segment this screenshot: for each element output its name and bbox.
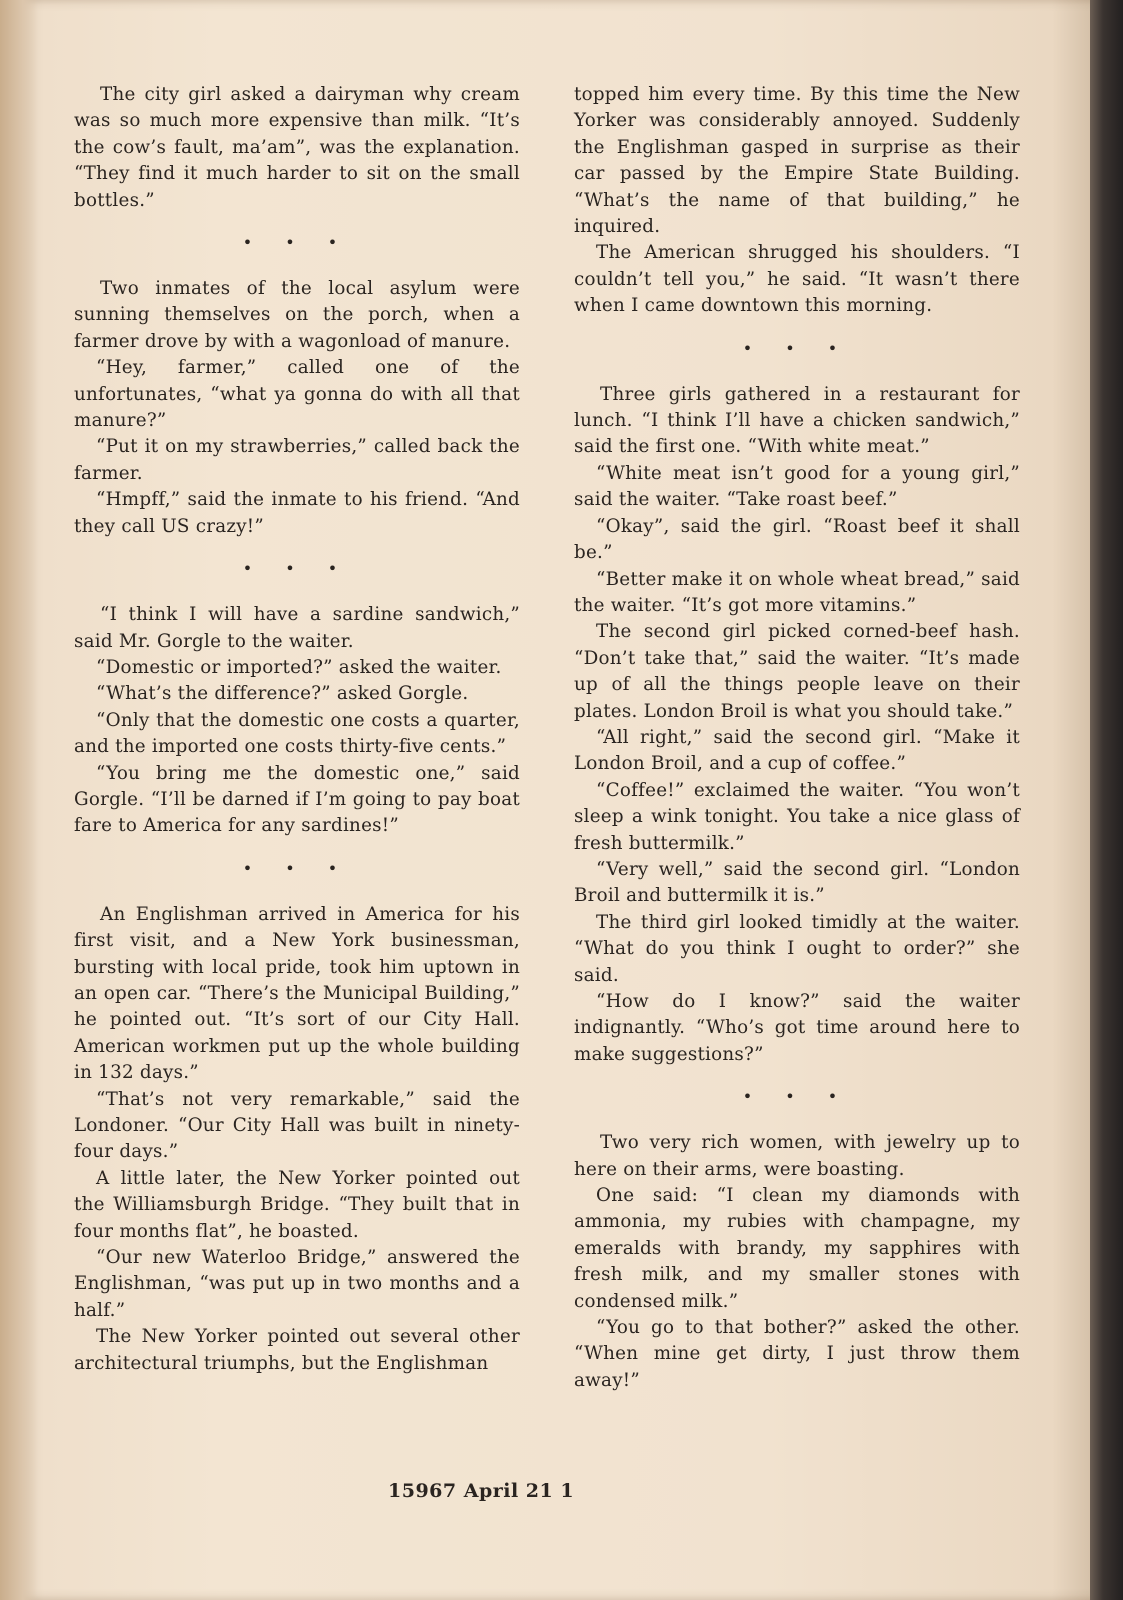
joke-paragraph: The American shrugged his shoulders. “I couldn’t tell you,” he said. “It wasn’t there when I came downtown this morning. [574, 242, 1020, 317]
joke-paragraph: “Hey, farmer,” called one of the unfortunates, “what ya gonna do with all that manure?” [74, 357, 520, 432]
joke-paragraph: “White meat isn’t good for a young girl,” said the waiter. “Take roast beef.” [574, 462, 1020, 511]
joke-paragraph: “You bring me the domestic one,” said Gorgle. “I’ll be darned if I’m going to pay boat fare to America for any sardines!” [74, 762, 520, 837]
joke-paragraph: “Put it on my strawberries,” called back the farmer. [74, 436, 520, 484]
section-separator: • • • [242, 233, 352, 253]
joke-paragraph: “Better make it on whole wheat bread,” said the waiter. “It’s got more vitamins.” [574, 568, 1020, 616]
joke-paragraph: “Hmpff,” said the inmate to his friend. “And they call US crazy!” [74, 489, 520, 537]
section-separator: • • • [742, 338, 852, 358]
section-separator: • • • [242, 858, 352, 878]
joke-paragraph: Two very rich women, with jewelry up to here on their arms, were boasting. [574, 1132, 1020, 1180]
joke-paragraph: The New Yorker pointed out several other architectural triumphs, but the Englishman [74, 1326, 520, 1374]
joke-paragraph: “Our new Waterloo Bridge,” answered the Englishman, “was put up in two months and a half.” [74, 1247, 520, 1321]
joke-paragraph: “How do I know?” said the waiter indignantly. “Who’s got time around here to make suggestions?” [574, 991, 1020, 1065]
joke-paragraph: Two inmates of the local asylum were sunning themselves on the porch, when a farmer drove by with a wagonload of manure. [74, 278, 520, 352]
joke-paragraph: “Domestic or imported?” asked the waiter. [96, 656, 502, 678]
section-separator: • • • [242, 559, 352, 579]
joke-paragraph: “I think I will have a sardine sandwich,” said Mr. Gorgle to the waiter. [74, 604, 520, 652]
page-footer: 15967 April 21 1 [388, 1480, 575, 1502]
joke-paragraph: topped him every time. By this time the New Yorker was considerably annoyed. Suddenly the Englishman gasped in surprise as their car passed by the Empire State Building. “What’s the name of that building,” he inquired. [574, 84, 1020, 238]
joke-paragraph: The city girl asked a dairyman why cream was so much more expensive than milk. “It’s the cow’s fault, ma’am”, was the explanation. “They find it much harder to sit on the small bottles.” [74, 84, 520, 211]
joke-paragraph: An Englishman arrived in America for his first visit, and a New York businessman, bursting with local pride, took him uptown in an open car. “There’s the Municipal Building,” he pointed out. “It’s sort of our City Hall. American workmen put up the whole building in 132 days.” [74, 903, 520, 1084]
joke-paragraph: “Coffee!” exclaimed the waiter. “You won’t sleep a wink tonight. You take a nice glass of fresh buttermilk.” [574, 779, 1020, 854]
joke-paragraph: “All right,” said the second girl. “Make it London Broil, and a cup of coffee.” [574, 726, 1020, 775]
joke-paragraph: The third girl looked timidly at the waiter. “What do you think I ought to order?” she said. [574, 911, 1020, 986]
joke-paragraph: “Only that the domestic one costs a quarter, and the imported one costs thirty-five cents.” [74, 709, 520, 758]
joke-paragraph: “Very well,” said the second girl. “London Broil and buttermilk it is.” [574, 858, 1020, 907]
joke-paragraph: One said: “I clean my diamonds with ammonia, my rubies with champagne, my emeralds with brandy, my sapphires with fresh milk, and my smaller stones with condensed milk.” [574, 1185, 1020, 1312]
joke-paragraph: “What’s the difference?” asked Gorgle. [96, 683, 469, 705]
right-column [574, 82, 1020, 1394]
joke-paragraph: “You go to that bother?” asked the other. “When mine get dirty, I just throw them away!” [574, 1317, 1020, 1391]
joke-paragraph: “Okay”, said the girl. “Roast beef it shall be.” [574, 515, 1020, 564]
page-edge-shadow [1090, 0, 1123, 1600]
page-binding-shadow [0, 0, 38, 1600]
section-separator: • • • [742, 1087, 852, 1107]
joke-paragraph: A little later, the New Yorker pointed out the Williamsburgh Bridge. “They built that in four months flat”, he boasted. [74, 1167, 520, 1242]
joke-paragraph: Three girls gathered in a restaurant for lunch. “I think I’ll have a chicken sandwich,” said the first one. “With white meat.” [574, 383, 1020, 458]
joke-paragraph: The second girl picked corned-beef hash. “Don’t take that,” said the waiter. “It’s made up of all the things people leave on their plates. London Broil is what you should take.” [574, 621, 1020, 722]
joke-paragraph: “That’s not very remarkable,” said the Londoner. “Our City Hall was built in ninety-four days.” [74, 1088, 520, 1163]
left-column [74, 82, 520, 1377]
